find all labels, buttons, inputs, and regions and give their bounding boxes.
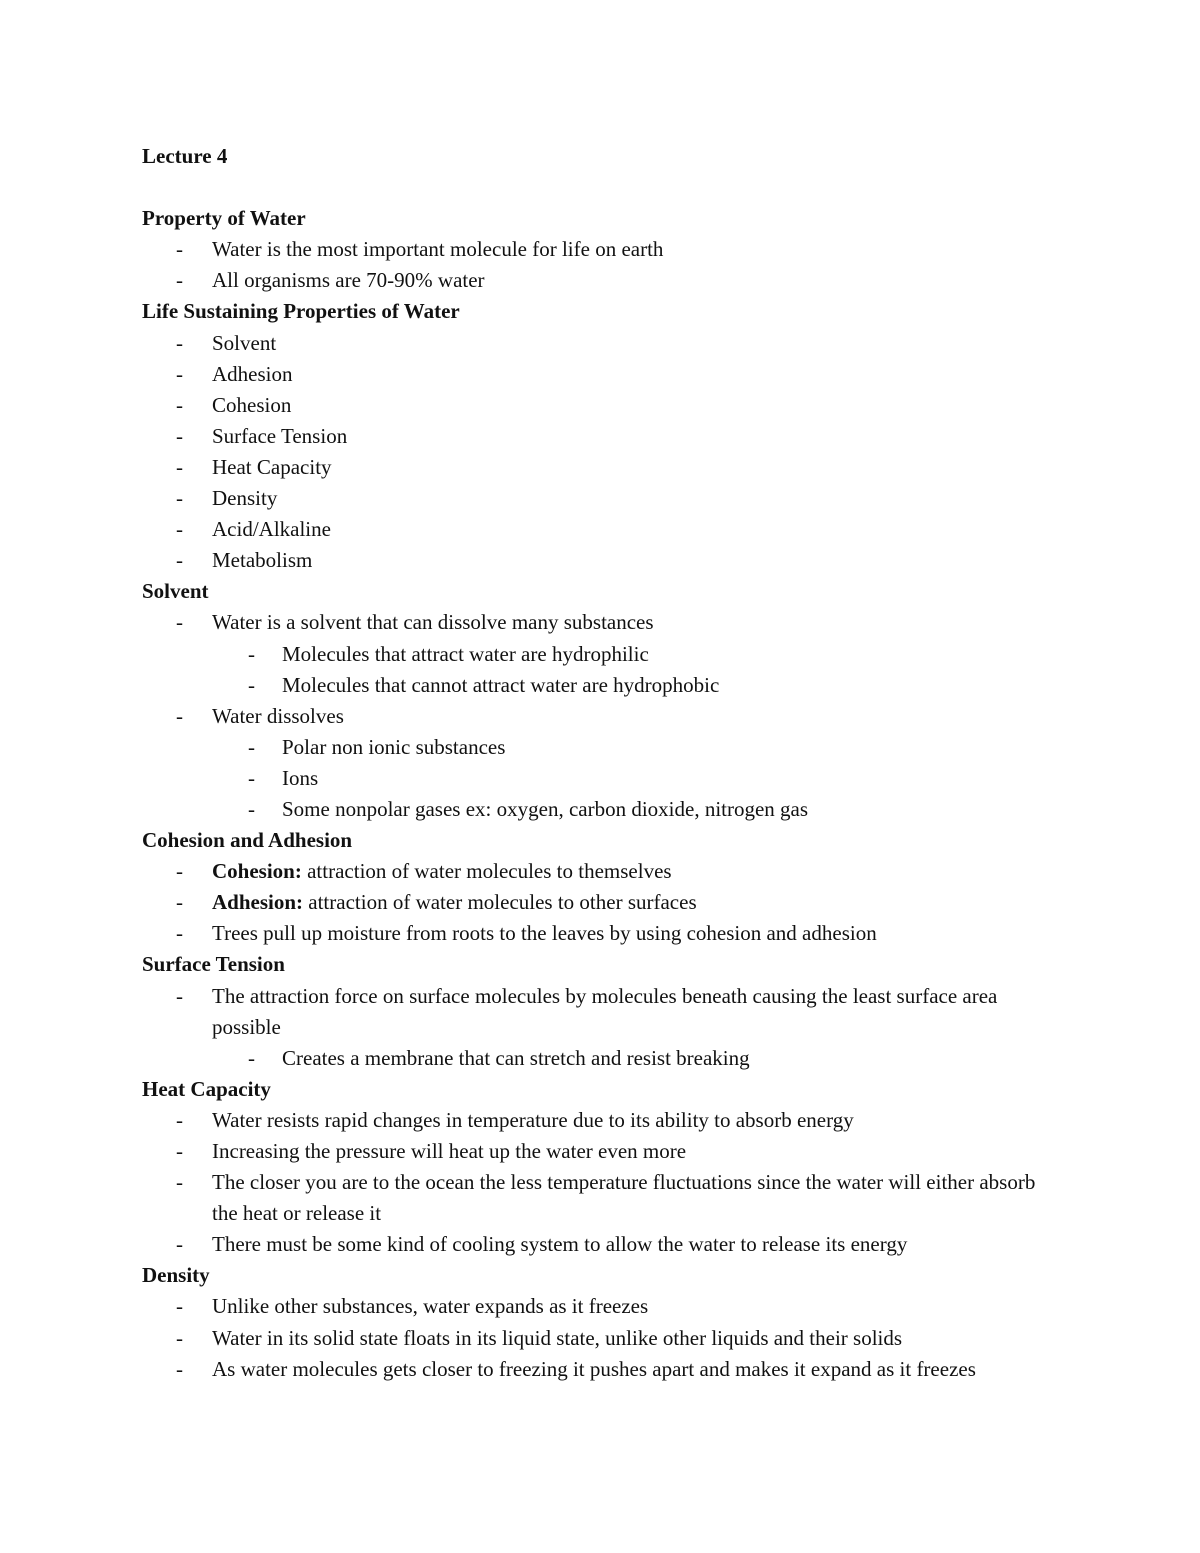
- list-item-text: Unlike other substances, water expands as it freezes: [212, 1294, 649, 1319]
- bullet-dash: -: [176, 921, 183, 946]
- bullet-dash: -: [176, 268, 183, 293]
- bullet-dash: -: [176, 1356, 183, 1381]
- list-item-text: Some nonpolar gases ex: oxygen, carbon dioxide, nitrogen gas: [282, 796, 809, 821]
- section-heading-heat-capacity: Heat Capacity: [142, 1076, 271, 1101]
- list-item-text: Molecules that cannot attract water are hydrophobic: [282, 672, 720, 697]
- list-item-text: Solvent: [212, 330, 277, 355]
- sub-list-item: [142, 670, 1062, 701]
- document-title: Lecture 4: [142, 144, 228, 168]
- list-item: [142, 1229, 1062, 1260]
- list-item: [142, 981, 1062, 1043]
- bullet-dash: -: [176, 1170, 183, 1195]
- list-item-text: Ions: [282, 765, 319, 790]
- list-item: [142, 514, 1062, 545]
- bullet-dash: -: [176, 454, 183, 479]
- section-heading-surface-tension: Surface Tension: [142, 952, 285, 977]
- bullet-dash: -: [176, 237, 183, 262]
- list-item: [142, 1323, 1062, 1354]
- list-item: [142, 483, 1062, 514]
- list-item-text: Increasing the pressure will heat up the water even more: [212, 1139, 687, 1163]
- list-item: [142, 452, 1062, 483]
- list-item: [142, 701, 1062, 732]
- bullet-dash: -: [176, 703, 183, 728]
- sub-list-item: [142, 794, 1062, 825]
- bullet-dash: -: [176, 1232, 183, 1257]
- list-item-text: Creates a membrane that can stretch and resist breaking: [282, 1045, 750, 1070]
- list-item: [142, 607, 1062, 638]
- definition-adhesion: attraction of water molecules to other surfaces: [308, 890, 697, 915]
- list-item-text: Trees pull up moisture from roots to the leaves by using cohesion and adhesion: [212, 921, 877, 946]
- list-item-text: The closer you are to the ocean the less temperature fluctuations since the water will either absorb the heat or release it: [212, 1170, 1036, 1226]
- list-item: [142, 390, 1062, 421]
- list-item: [142, 328, 1062, 359]
- list-item: [142, 545, 1062, 576]
- list-item-text: Heat Capacity: [212, 454, 332, 479]
- bullet-dash: -: [248, 734, 255, 759]
- list-item: [142, 856, 1062, 887]
- list-item: [142, 234, 1062, 265]
- section-heading-property-of-water: Property of Water: [142, 206, 306, 231]
- list-item: [142, 1167, 1062, 1229]
- bullet-dash: -: [176, 890, 183, 915]
- list-item-text: Water is the most important molecule for life on earth: [212, 237, 664, 262]
- list-item-text: Metabolism: [212, 548, 313, 573]
- bullet-dash: -: [248, 765, 255, 790]
- bullet-dash: -: [176, 610, 183, 635]
- bullet-dash: -: [176, 1139, 183, 1163]
- term-adhesion: Adhesion:: [212, 890, 304, 915]
- list-item-text: [212, 856, 1062, 887]
- bullet-dash: -: [176, 1325, 183, 1350]
- list-item-text: [212, 887, 1062, 918]
- list-item-text: Polar non ionic substances: [282, 734, 506, 759]
- list-item-text: Surface Tension: [212, 423, 348, 448]
- list-item-text: The attraction force on surface molecules by molecules beneath causing the least surface area possible: [212, 983, 998, 1039]
- bullet-dash: -: [248, 641, 255, 666]
- document-page: [142, 141, 1062, 1385]
- list-item-text: Water resists rapid changes in temperature due to its ability to absorb energy: [212, 1107, 854, 1132]
- list-item-text: Adhesion: [212, 361, 293, 386]
- sub-list-item: [142, 763, 1062, 794]
- list-item-text: Water dissolves: [212, 703, 344, 728]
- sub-list-item: [142, 1043, 1062, 1074]
- list-item-text: All organisms are 70-90% water: [212, 268, 485, 293]
- section-heading-cohesion-and-adhesion: Cohesion and Adhesion: [142, 828, 353, 853]
- list-item-text: Molecules that attract water are hydrophilic: [282, 641, 649, 666]
- list-item-text: Cohesion: [212, 392, 292, 417]
- section-heading-life-sustaining-properties: Life Sustaining Properties of Water: [142, 299, 460, 324]
- bullet-dash: -: [176, 548, 183, 573]
- definition-cohesion: attraction of water molecules to themselves: [307, 859, 672, 884]
- sub-list-item: [142, 732, 1062, 763]
- list-item: [142, 918, 1062, 949]
- list-item-text: As water molecules gets closer to freezing it pushes apart and makes it expand as it freezes: [212, 1356, 976, 1381]
- sub-list-item: [142, 639, 1062, 670]
- bullet-dash: -: [176, 1107, 183, 1132]
- list-item: [142, 887, 1062, 918]
- bullet-dash: -: [176, 983, 183, 1008]
- section-heading-solvent: Solvent: [142, 579, 209, 604]
- bullet-dash: -: [248, 1045, 255, 1070]
- list-item: [142, 1105, 1062, 1136]
- bullet-dash: -: [248, 672, 255, 697]
- bullet-dash: -: [176, 330, 183, 355]
- list-item-text: Water is a solvent that can dissolve many substances: [212, 610, 654, 635]
- bullet-dash: -: [176, 517, 183, 542]
- bullet-dash: -: [176, 859, 183, 884]
- bullet-dash: -: [248, 796, 255, 821]
- section-heading-density: Density: [142, 1263, 210, 1288]
- bullet-dash: -: [176, 423, 183, 448]
- list-item: [142, 421, 1062, 452]
- list-item-text: Water in its solid state floats in its liquid state, unlike other liquids and their solids: [212, 1325, 903, 1350]
- list-item-text: There must be some kind of cooling system to allow the water to release its energy: [212, 1232, 908, 1257]
- list-item: [142, 1354, 1062, 1385]
- bullet-dash: -: [176, 486, 183, 511]
- list-item-text: Density: [212, 486, 278, 511]
- bullet-dash: -: [176, 1294, 183, 1319]
- list-item: [142, 1291, 1062, 1322]
- list-item-text: Acid/Alkaline: [212, 517, 331, 542]
- bullet-dash: -: [176, 392, 183, 417]
- term-cohesion: Cohesion:: [212, 859, 302, 884]
- bullet-dash: -: [176, 361, 183, 386]
- list-item: [142, 1136, 1062, 1167]
- list-item: [142, 265, 1062, 296]
- list-item: [142, 359, 1062, 390]
